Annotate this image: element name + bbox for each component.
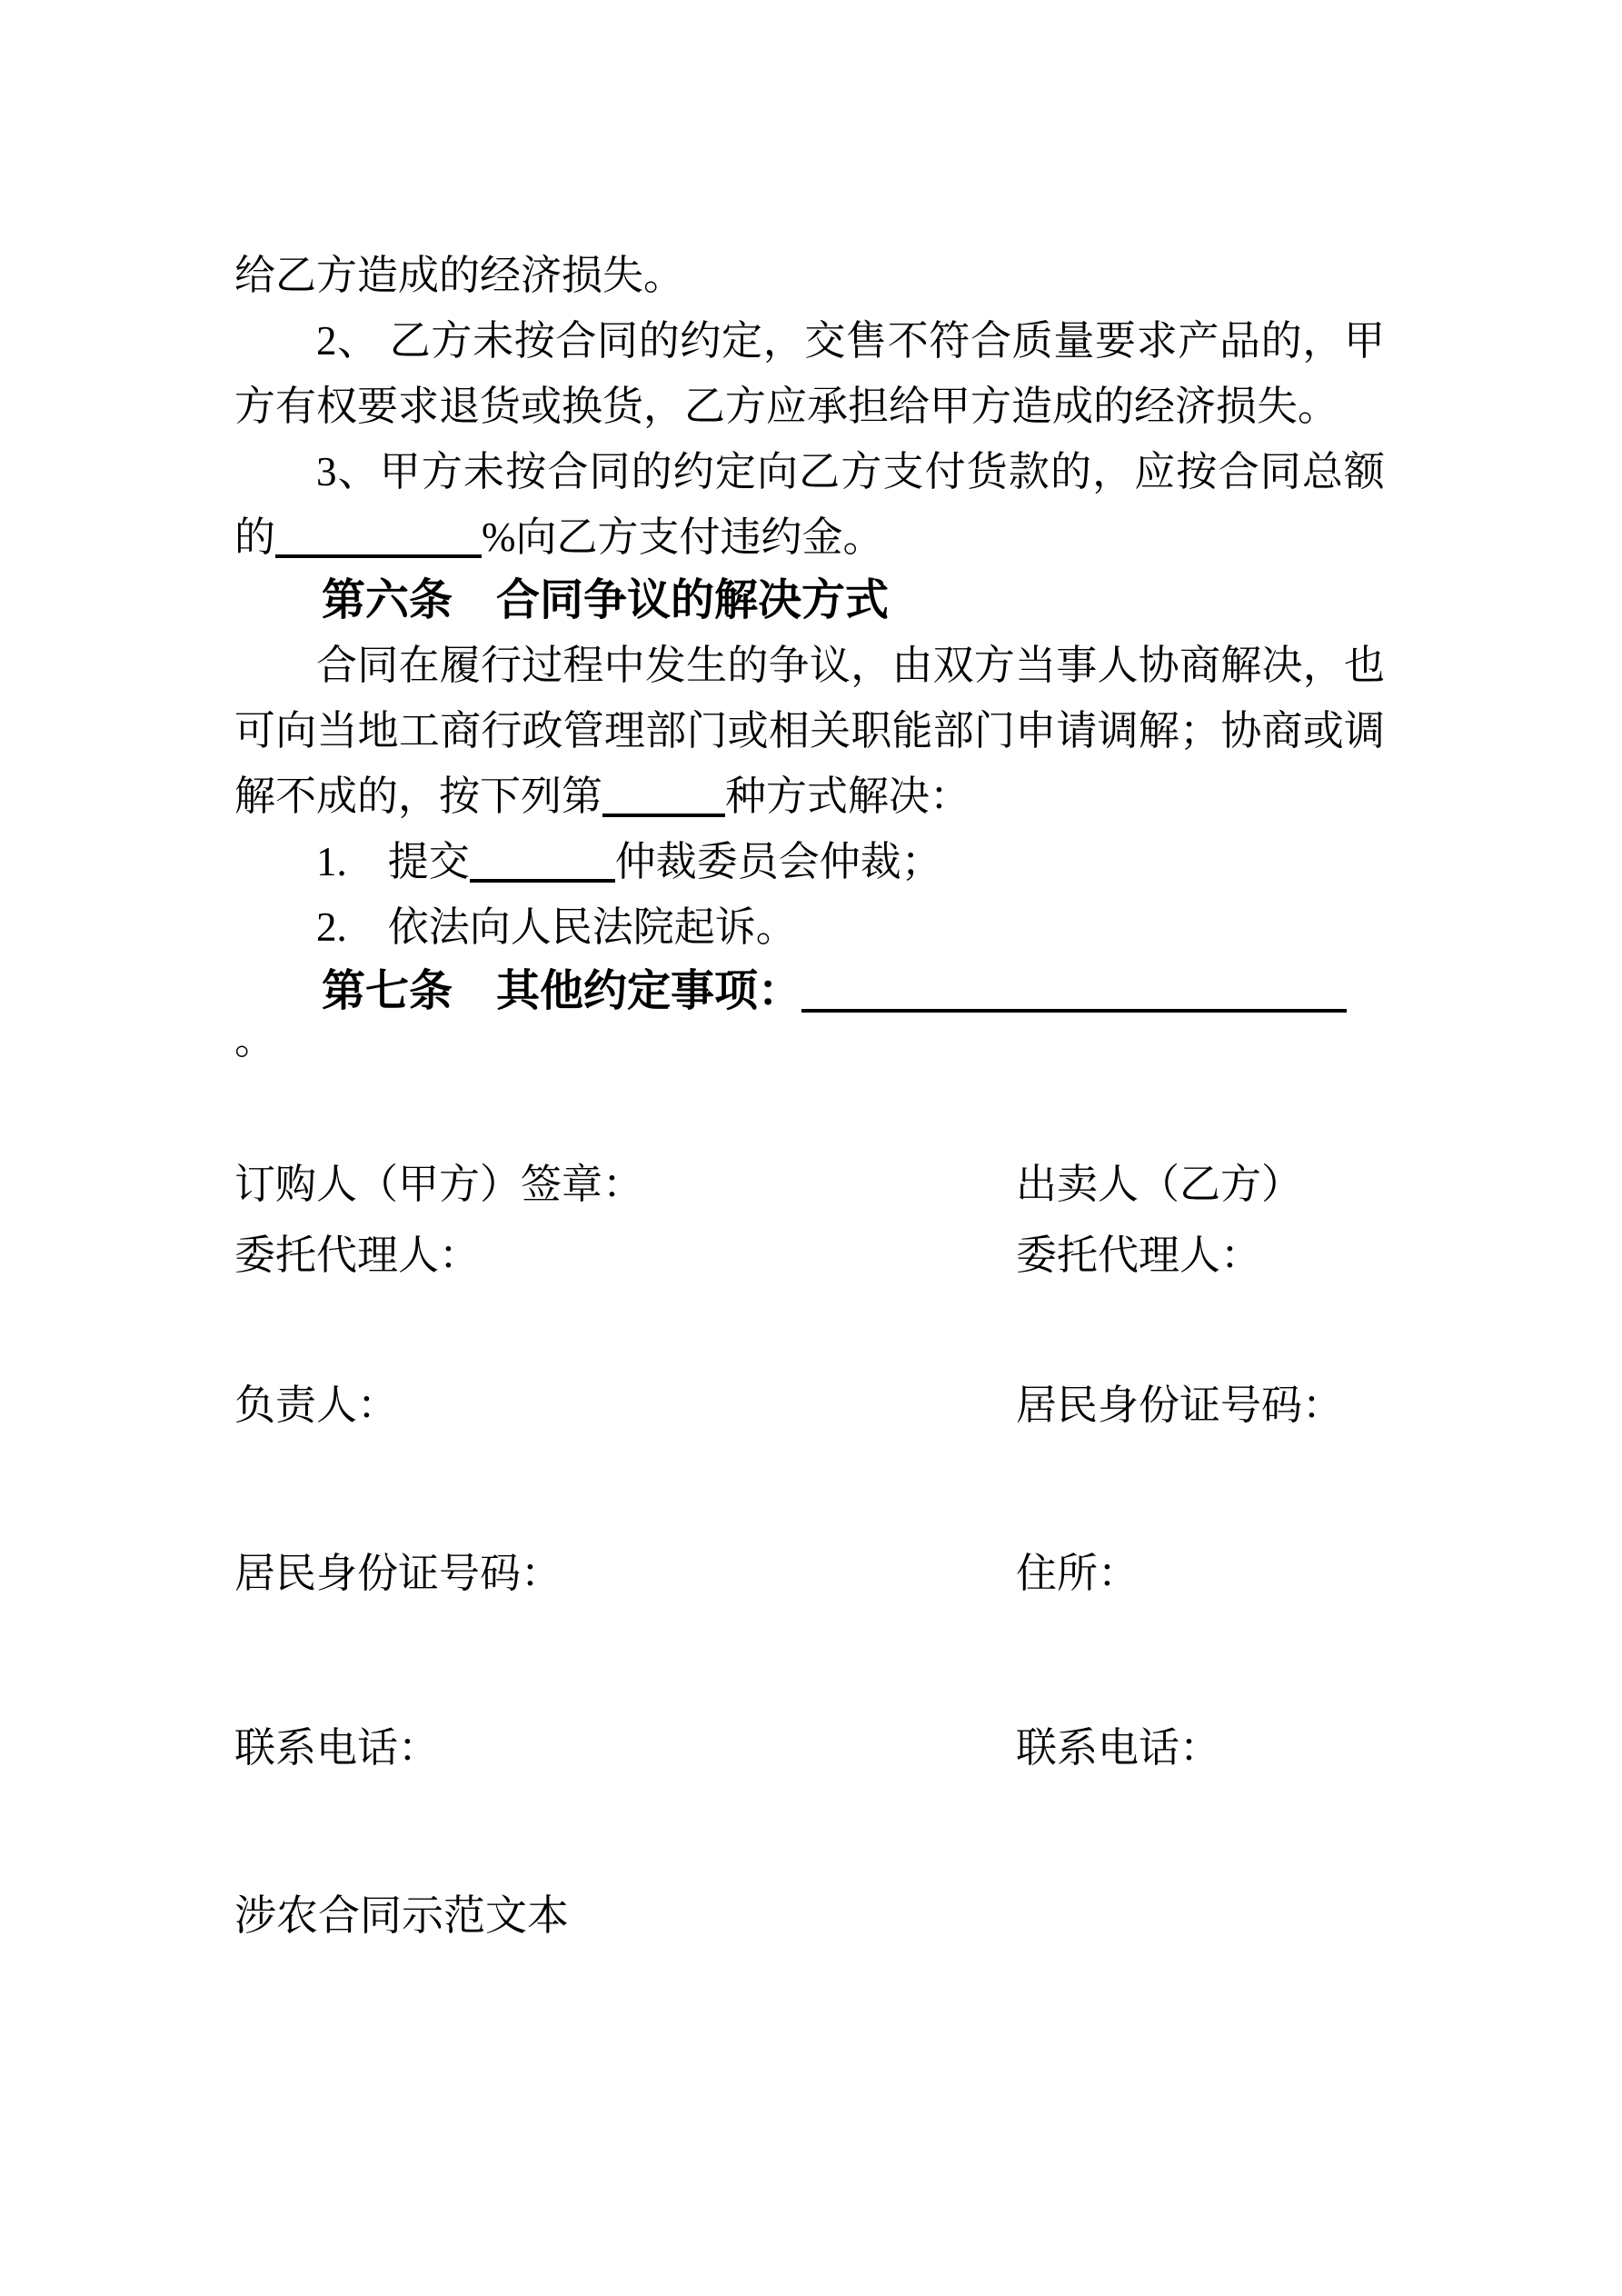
text-segment: 方有权要求退货或换货，乙方应承担给甲方造成的经济损失。: [234, 384, 1339, 429]
signature-label-left: 负责人：: [234, 1383, 399, 1428]
body-line: [234, 577, 1385, 625]
blank-underline: [801, 1009, 1347, 1013]
text-segment: %向乙方支付违约金。: [482, 514, 884, 560]
signature-label-right: 出卖人（乙方）: [1016, 1162, 1303, 1207]
body-line: [234, 905, 1385, 951]
signature-label-right: 居民身份证号码：: [1016, 1383, 1344, 1428]
body-line: [234, 450, 1385, 495]
signature-label-left: 居民身份证号码：: [234, 1551, 562, 1596]
body-line: [234, 774, 1385, 820]
text-segment: 第七条 其他约定事项：: [322, 967, 802, 1015]
text-segment: 给乙方造成的经济损失。: [234, 253, 685, 298]
blank-underline: [275, 554, 482, 558]
footer-text: 涉农合同示范文本: [234, 1892, 569, 1939]
text-segment: 。: [234, 1016, 276, 1063]
text-segment: 解不成的，按下列第: [234, 774, 603, 819]
text-segment: 可向当地工商行政管理部门或相关职能部门申请调解；协商或调: [234, 708, 1385, 754]
text-segment: 1. 提交: [316, 839, 470, 884]
body-line: [234, 515, 1385, 561]
blank-underline: [602, 814, 725, 817]
text-segment: 的: [234, 514, 276, 560]
text-segment: 仲裁委员会仲裁；: [614, 839, 942, 884]
signature-label-right: 委托代理人：: [1016, 1233, 1262, 1278]
body-line: [234, 384, 1385, 430]
text-segment: 2、 乙方未按合同的约定，交售不符合质量要求产品的，甲: [316, 318, 1385, 364]
signature-label-right: 住所：: [1016, 1551, 1139, 1596]
text-segment: 合同在履行过程中发生的争议，由双方当事人协商解决，也: [316, 643, 1385, 688]
text-segment: 种方式解决：: [725, 774, 971, 819]
body-line: [234, 644, 1385, 689]
signature-label-left: 联系电话：: [234, 1725, 440, 1771]
body-line: [234, 840, 1385, 885]
body-line: [234, 709, 1385, 754]
text-segment: 第六条 合同争议的解决方式: [322, 576, 890, 624]
blank-underline: [470, 879, 615, 883]
body-line: [234, 254, 1385, 299]
body-line: [234, 319, 1385, 364]
text-segment: 3、甲方未按合同的约定向乙方支付货款的，应按合同总额: [316, 449, 1385, 494]
body-line: [234, 968, 1385, 1064]
signature-label-left: 订购人（甲方）签章：: [234, 1162, 644, 1207]
signature-label-left: 委托代理人：: [234, 1233, 481, 1278]
signature-label-right: 联系电话：: [1016, 1725, 1221, 1771]
text-segment: 2. 依法向人民法院起诉。: [316, 904, 797, 950]
